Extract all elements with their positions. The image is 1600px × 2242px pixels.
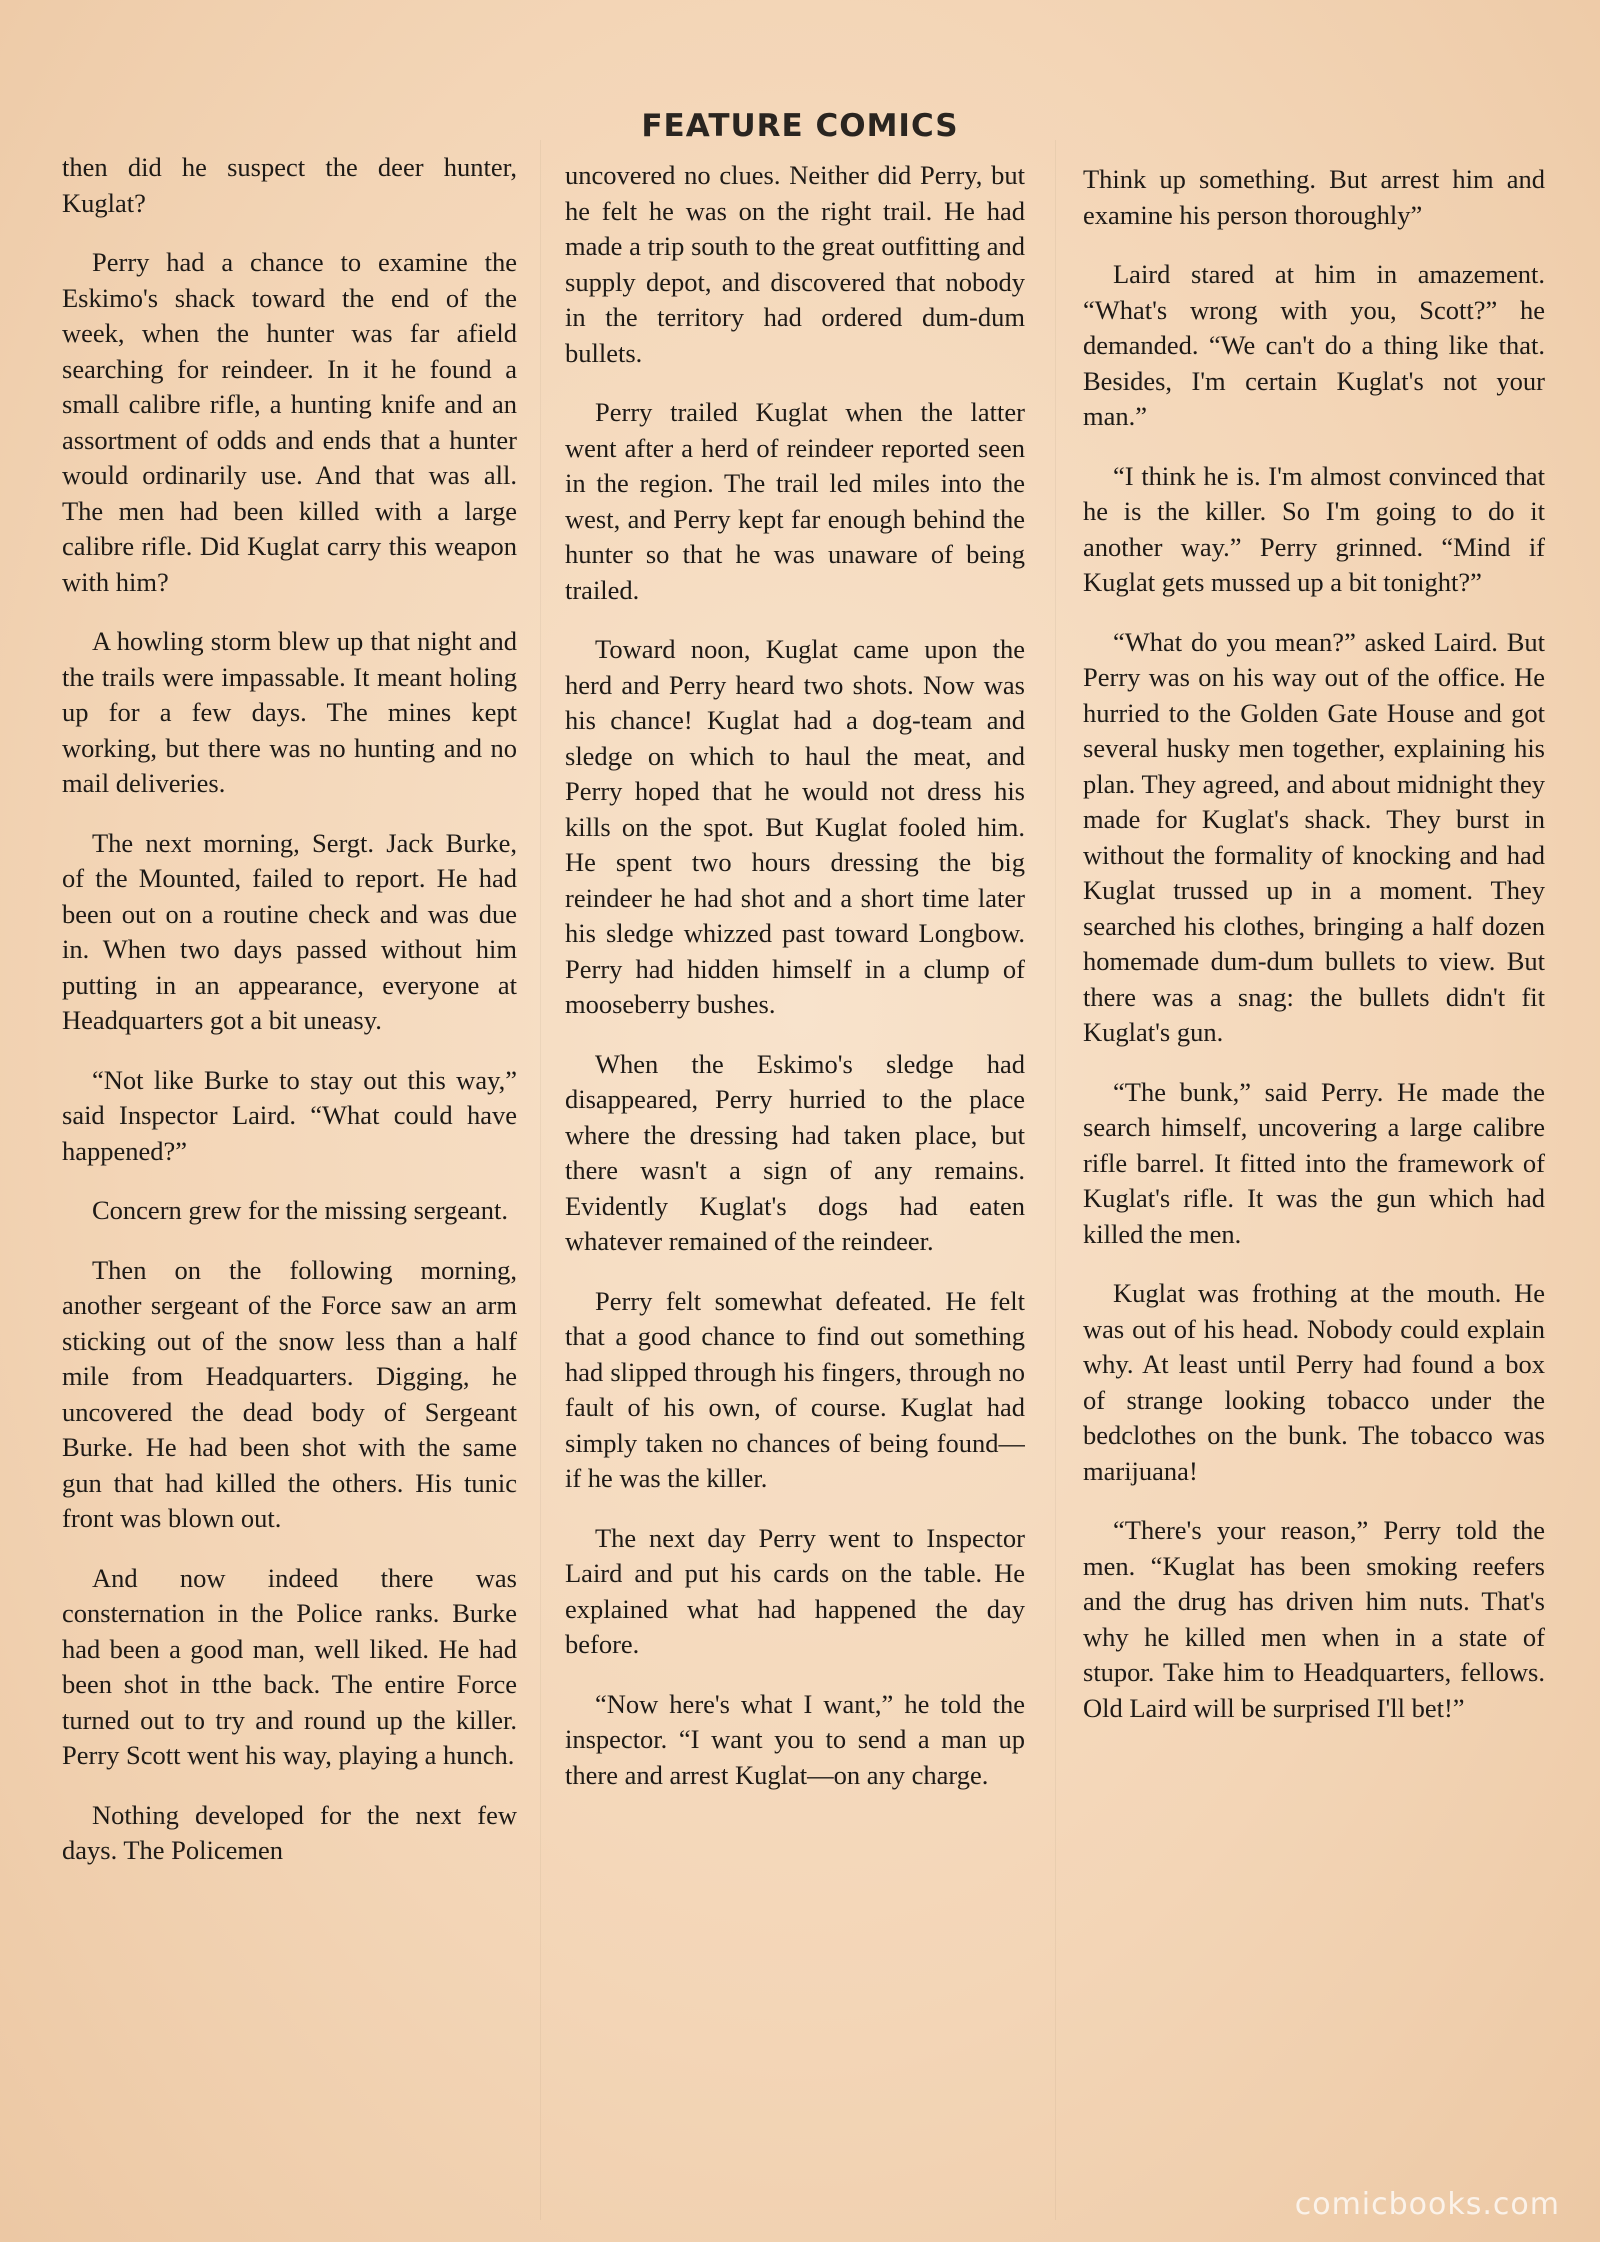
paragraph: “I think he is. I'm almost convinced that he is the killer. So I'm going to do it another way.” Perry grinned. “Mind if Kuglat gets mussed up a bit tonight?”	[1083, 460, 1545, 597]
paragraph: And now indeed there was consternation in the Police ranks. Burke had been a good man, well liked. He had been shot in tthe back. The entire Force turned out to try and round up the killer. Perry Scott went his way, playing a hunch.	[62, 1562, 517, 1770]
paragraph: Toward noon, Kuglat came upon the herd and Perry heard two shots. Now was his chance! Kuglat had a dog-team and sledge on which to haul the meat, and Perry hoped that he would not dress his kills on the spot. But Kuglat fooled him. He spent two hours dressing the big reindeer he had shot and a short time later his sledge whizzed past toward Longbow. Perry had hidden himself in a clump of mooseberry bushes.	[565, 634, 1025, 1019]
paragraph: Laird stared at him in amazement. “What's wrong with you, Scott?” he demanded. “We can't do a thing like that. Besides, I'm certain Kuglat's not your man.”	[1083, 259, 1545, 431]
paragraph: “There's your reason,” Perry told the men. “Kuglat has been smoking reefers and the drug has driven him nuts. That's why he killed men when in a state of stupor. Take him to Headquarters, fellows. Old Laird will be surprised I'll bet!”	[1083, 1515, 1545, 1723]
paragraph: Then on the following morning, another sergeant of the Force saw an arm sticking out of the snow less than a half mile from Headquarters. Digging, he uncovered the dead body of Sergeant Burke. He had been shot with the same gun that had killed the others. His tunic front was blown out.	[62, 1254, 517, 1533]
paragraph: Perry trailed Kuglat when the latter went after a herd of reindeer reported seen in the region. The trail led miles into the west, and Perry kept far enough behind the hunter so that he was unaware of being trailed.	[565, 397, 1025, 605]
paragraph: “Not like Burke to stay out this way,” said Inspector Laird. “What could have happened?”	[62, 1064, 517, 1166]
text-column-3	[1083, 162, 1545, 2222]
paragraph: Perry felt somewhat defeated. He felt that a good chance to find out something had slipped through his fingers, through no fault of his own, of course. Kuglat had simply taken no chances of being found—if he was the killer.	[565, 1285, 1025, 1493]
paragraph: Concern grew for the missing sergeant.	[92, 1195, 509, 1225]
paragraph: Kuglat was frothing at the mouth. He was out of his head. Nobody could explain why. At least until Perry had found a box of strange looking tobacco under the bedclothes on the bunk. The tobacco was marijuana!	[1083, 1278, 1545, 1486]
paragraph: “The bunk,” said Perry. He made the search himself, uncovering a large calibre rifle barrel. It fitted into the framework of Kuglat's rifle. It was the gun which had killed the men.	[1083, 1076, 1545, 1249]
paragraph: Think up something. But arrest him and examine his person thoroughly”	[1083, 164, 1545, 230]
text-column-2	[565, 158, 1025, 2218]
column-divider	[540, 140, 541, 2220]
text-column-1	[62, 150, 517, 2210]
paragraph: The next morning, Sergt. Jack Burke, of the Mounted, failed to report. He had been out on a routine check and was due in. When two days passed without him putting in an appearance, everyone at Headquarters got a bit uneasy.	[62, 827, 517, 1035]
paragraph: Perry had a chance to examine the Eskimo's shack toward the end of the week, when the hunter was far afield searching for reindeer. In it he found a small calibre rifle, a hunting knife and an assortment of odds and ends that a hunter would ordinarily use. And that was all. The men had been killed with a large calibre rifle. Did Kuglat carry this weapon with him?	[62, 247, 517, 597]
page-title: FEATURE COMICS	[641, 108, 959, 144]
paragraph: “Now here's what I want,” he told the inspector. “I want you to send a man up there and arrest Kuglat—on any charge.	[565, 1688, 1025, 1790]
paragraph: A howling storm blew up that night and the trails were impassable. It meant holing up for a few days. The mines kept working, but there was no hunting and no mail deliveries.	[62, 626, 517, 798]
paragraph: then did he suspect the deer hunter, Kuglat?	[62, 152, 517, 218]
paragraph: “What do you mean?” asked Laird. But Perry was on his way out of the office. He hurried to the Golden Gate House and got several husky men together, explaining his plan. They agreed, and about midnight they made for Kuglat's shack. They burst in without the formality of knocking and had Kuglat trussed up in a moment. They searched his clothes, bringing a half dozen homemade dum-dum bullets to view. But there was a snag: the bullets didn't fit Kuglat's gun.	[1083, 626, 1545, 1047]
paragraph: When the Eskimo's sledge had disappeared, Perry hurried to the place where the dressing had taken place, but there wasn't a sign of any remains. Evidently Kuglat's dogs had eaten whatever remained of the reindeer.	[565, 1048, 1025, 1256]
paragraph: uncovered no clues. Neither did Perry, but he felt he was on the right trail. He had made a trip south to the great outfitting and supply depot, and discovered that nobody in the territory had ordered dum-dum bullets.	[565, 160, 1025, 368]
column-divider	[1055, 140, 1056, 2220]
paragraph: Nothing developed for the next few days. The Policemen	[62, 1799, 517, 1865]
site-watermark: comicbooks.com	[1294, 2187, 1560, 2222]
paragraph: The next day Perry went to Inspector Laird and put his cards on the table. He explained what had happened the day before.	[565, 1522, 1025, 1659]
